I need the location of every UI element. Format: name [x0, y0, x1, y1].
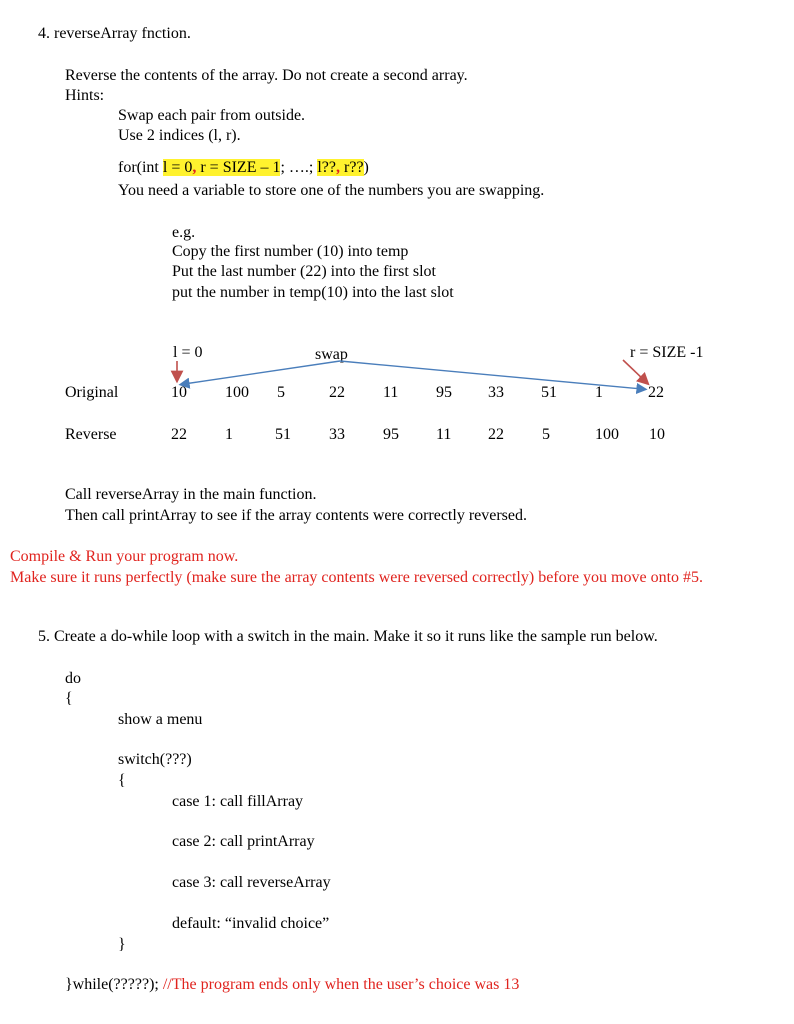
hint-swap: Swap each pair from outside.	[118, 107, 306, 124]
hint-indices: Use 2 indices (l, r).	[118, 127, 241, 144]
eg-label: e.g.	[172, 224, 196, 241]
compile-notice-title: Compile & Run your program now.	[10, 548, 239, 565]
reverse-cell: 11	[436, 426, 452, 443]
case-3: case 3: call reverseArray	[172, 874, 331, 891]
hints-label: Hints:	[65, 87, 105, 104]
compile-notice-detail: Make sure it runs perfectly (make sure the array contents were reversed correctly) before you move onto #5.	[10, 569, 704, 586]
reverse-cell: 22	[488, 426, 504, 443]
for-step-highlight: l??, r??	[317, 159, 364, 176]
hint-temp-variable: You need a variable to store one of the numbers you are swapping.	[118, 182, 545, 199]
reverse-cell: 33	[329, 426, 345, 443]
switch-open-brace: {	[118, 772, 126, 789]
original-cell: 95	[436, 384, 452, 401]
q4-title: 4. reverseArray fnction.	[38, 25, 191, 42]
for-mid: ; ….;	[280, 159, 318, 176]
swap-arrows	[0, 0, 794, 420]
show-menu-step: show a menu	[118, 711, 203, 728]
reverse-cell: 1	[225, 426, 233, 443]
while-condition: }while(?????);	[65, 976, 163, 993]
reverse-cell: 10	[649, 426, 665, 443]
eg-step-1: Copy the first number (10) into temp	[172, 243, 409, 260]
call-instruction-2: Then call printArray to see if the array contents were correctly reversed.	[65, 507, 527, 524]
eg-step-2: Put the last number (22) into the first slot	[172, 263, 436, 280]
reverse-cell: 22	[171, 426, 187, 443]
case-1: case 1: call fillArray	[172, 793, 304, 810]
case-2: case 2: call printArray	[172, 833, 315, 850]
original-cell: 11	[383, 384, 399, 401]
r-pointer-arrow	[623, 360, 645, 381]
original-cell: 5	[277, 384, 285, 401]
reverse-row-label: Reverse	[65, 426, 117, 443]
original-cell: 100	[225, 384, 249, 401]
while-comment: //The program ends only when the user’s choice was 13	[162, 976, 520, 993]
eg-step-3: put the number in temp(10) into the last slot	[172, 284, 454, 301]
switch-statement: switch(???)	[118, 751, 192, 768]
original-cell: 1	[595, 384, 603, 401]
original-cell: 22	[648, 384, 664, 401]
original-cell: 22	[329, 384, 345, 401]
q4-intro: Reverse the contents of the array. Do not create a second array.	[65, 67, 468, 84]
l-index-label: l = 0	[173, 344, 203, 361]
original-cell: 33	[488, 384, 504, 401]
call-instruction-1: Call reverseArray in the main function.	[65, 486, 317, 503]
for-close: )	[363, 159, 369, 176]
for-prefix: for(int	[118, 159, 163, 176]
swap-label: swap	[315, 346, 348, 363]
original-cell: 10	[171, 384, 187, 401]
original-row-label: Original	[65, 384, 119, 401]
reverse-cell: 95	[383, 426, 399, 443]
do-keyword: do	[65, 670, 81, 687]
switch-close-brace: }	[118, 936, 126, 953]
r-index-label: r = SIZE -1	[630, 344, 704, 361]
reverse-cell: 100	[595, 426, 619, 443]
reverse-cell: 51	[275, 426, 291, 443]
q5-title: 5. Create a do-while loop with a switch in the main. Make it so it runs like the sample run below.	[38, 628, 658, 645]
swap-arrow-left	[184, 361, 340, 384]
do-open-brace: {	[65, 690, 73, 707]
default-case: default: “invalid choice”	[172, 915, 330, 932]
while-line	[65, 975, 519, 994]
reverse-cell: 5	[542, 426, 550, 443]
original-cell: 51	[541, 384, 557, 401]
for-init-highlight: l = 0, r = SIZE – 1	[162, 159, 281, 176]
